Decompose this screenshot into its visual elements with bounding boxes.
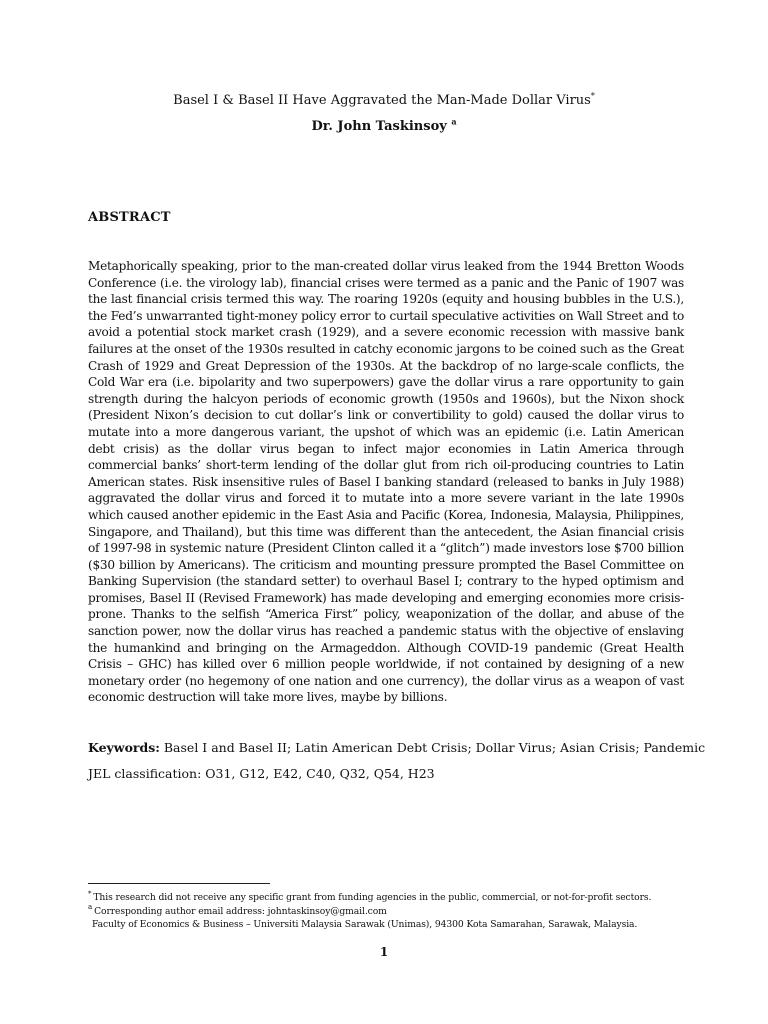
author-name — [0, 116, 768, 135]
paper-title-text: Basel I & Basel II Have Aggravated the Man-Made Dollar Virus — [173, 93, 591, 108]
abstract-heading: ABSTRACT — [88, 210, 171, 225]
footnotes — [88, 891, 688, 932]
footnote-email — [88, 905, 688, 919]
author-footnote-mark: a — [451, 116, 457, 127]
footnote-mark: a — [88, 903, 93, 912]
page-number: 1 — [379, 945, 389, 959]
keywords-label: Keywords: — [88, 740, 160, 755]
footnote-text: Faculty of Economics & Business – Universiti Malaysia Sarawak (Unimas), 94300 Kota Samarahan, Sarawak, Malaysia. — [92, 919, 638, 930]
footnote-text: This research did not receive any specific grant from funding agencies in the public, commercial, or not-for-profit sectors. — [93, 892, 652, 903]
footnote-text: Corresponding author email address: johntaskinsoy@gmail.com — [94, 905, 387, 917]
footnote-divider — [88, 883, 270, 884]
author-name-text: Dr. John Taskinsoy — [311, 119, 447, 134]
footnote-funding — [88, 891, 688, 905]
paper-title — [0, 93, 768, 109]
keywords-line — [88, 740, 706, 756]
footnote-mark: * — [88, 889, 92, 898]
jel-classification: JEL classification: O31, G12, E42, C40, Q32, Q54, H23 — [88, 766, 435, 781]
abstract-body: Metaphorically speaking, prior to the man-created dollar virus leaked from the 1944 Bretton Woods Conference (i.e. the virology lab), financial crises were termed as a panic and the Panic of 1907 was the last financial crisis termed this way. The roaring 1920s (equity and housing bubbles in the U.S.), the Fed’s unwarranted tight-money policy error to curtail speculative activities on Wall Street and to avoid a potential stock market crash (1929), and a severe economic recession with massive bank failures at the onset of the 1930s resulted in catchy economic jargons to be coined such as the Great Crash of 1929 and Great Depression of the 1930s. At the backdrop of no large-scale conflicts, the Cold War era (i.e. bipolarity and two superpowers) gave the dollar virus a rare opportunity to gain strength during the halcyon periods of economic growth (1950s and 1960s), but the Nixon shock (President Nixon’s decision to cut dollar’s link or convertibility to gold) caused the dollar virus to mutate into a more dangerous variant, the upshot of which was an epidemic (i.e. Latin American debt crisis) as the dollar virus began to infect major economies in Latin America through commercial banks’ short-term lending of the dollar glut from rich oil-producing countries to Latin American states. Risk insensitive rules of Basel I banking standard (released to banks in July 1988) aggravated the dollar virus and forced it to mutate into a more severe variant in the late 1990s which caused another epidemic in the East Asia and Pacific (Korea, Indonesia, Malaysia, Philippines, Singapore, and Thailand), but this time was different than the antecedent, the Asian financial crisis of 1997-98 in systemic nature (President Clinton called it a “glitch”) made investors lose $700 billion ($30 billion by Americans). The criticism and mounting pressure prompted the Basel Committee on Banking Supervision (the standard setter) to overhaul Basel I; contrary to the hyped optimism and promises, Basel II (Revised Framework) has made developing and emerging economies more crisis-prone. Thanks to the selfish “America First” policy, weaponization of the dollar, and abuse of the sanction power, now the dollar virus has reached a pandemic status with the objective of enslaving the humankind and bringing on the Armageddon. Although COVID-19 pandemic (Great Health Crisis – GHC) has killed over 6 million people worldwide, if not contained by designing of a new monetary order (no hegemony of one nation and one currency), the dollar virus as a weapon of vast economic destruction will take more lives, maybe by billions. — [88, 259, 684, 705]
footnote-affiliation — [88, 918, 688, 932]
keywords-text: Basel I and Basel II; Latin American Debt Crisis; Dollar Virus; Asian Crisis; Pandemic — [163, 740, 706, 755]
title-footnote-mark: * — [590, 91, 595, 101]
